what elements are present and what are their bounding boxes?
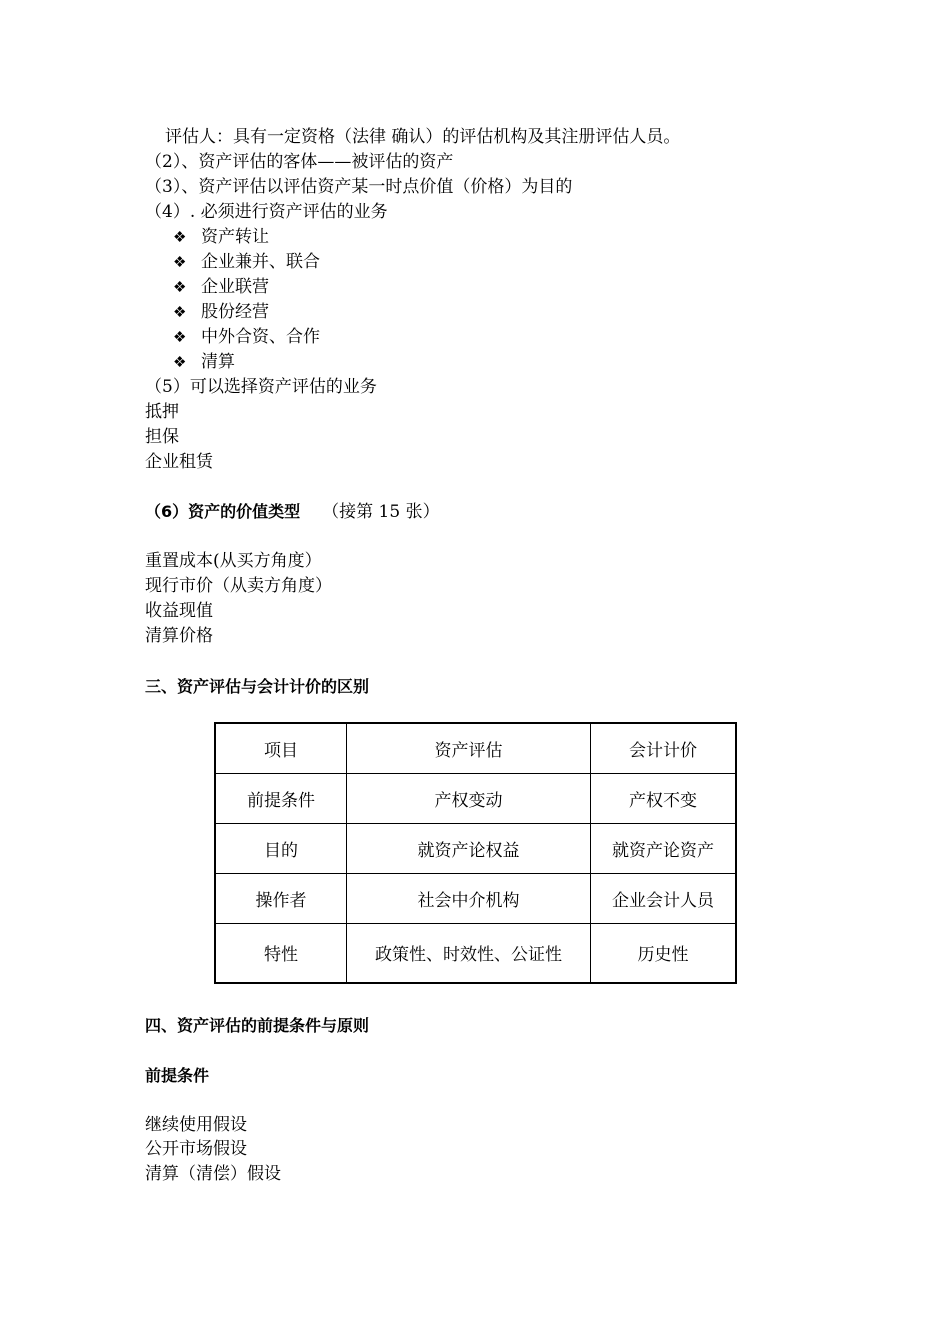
list-item: 重置成本(从买方角度） xyxy=(145,551,322,571)
list-item: 担保 xyxy=(145,427,179,447)
list-item: 企业租赁 xyxy=(145,452,213,472)
section-6-title: （6）资产的价值类型 xyxy=(145,502,301,521)
premise-heading: 前提条件 xyxy=(145,1066,210,1085)
diamond-bullet-icon: ❖ xyxy=(173,228,187,246)
list-item: 继续使用假设 xyxy=(145,1115,247,1135)
list-item: ❖ 清算 xyxy=(173,350,235,375)
table-row xyxy=(215,773,736,823)
table-header-cell: 项目 xyxy=(215,723,347,773)
table-header-row xyxy=(215,723,736,773)
table-cell: 目的 xyxy=(215,823,347,873)
table-cell: 历史性 xyxy=(591,923,737,983)
list-item: 清算价格 xyxy=(145,626,213,646)
section-6-heading xyxy=(145,499,440,525)
diamond-bullet-icon: ❖ xyxy=(173,278,187,296)
diamond-bullet-icon: ❖ xyxy=(173,353,187,371)
table-cell: 特性 xyxy=(215,923,347,983)
table-cell: 产权不变 xyxy=(591,773,737,823)
list-item: ❖ 资产转让 xyxy=(173,225,269,250)
table-header-cell: 资产评估 xyxy=(347,723,591,773)
section-4-heading: 四、资产评估的前提条件与原则 xyxy=(145,1016,370,1035)
diamond-bullet-icon: ❖ xyxy=(173,328,187,346)
section-6-note: （接第 15 张） xyxy=(322,502,440,522)
list-item: 公开市场假设 xyxy=(145,1139,247,1159)
table-row xyxy=(215,823,736,873)
table-cell: 社会中介机构 xyxy=(347,873,591,923)
list-item: ❖ 企业兼并、联合 xyxy=(173,250,320,275)
table-cell: 政策性、时效性、公证性 xyxy=(347,923,591,983)
table-cell: 产权变动 xyxy=(347,773,591,823)
section-3-heading: 三、资产评估与会计计价的区别 xyxy=(145,677,370,696)
table-cell: 前提条件 xyxy=(215,773,347,823)
evaluator-definition: 评估人：具有一定资格（法律 确认）的评估机构及其注册评估人员。 xyxy=(165,127,681,147)
list-item: ❖ 企业联营 xyxy=(173,275,269,300)
table-cell: 就资产论权益 xyxy=(347,823,591,873)
table-row xyxy=(215,873,736,923)
list-item: 抵押 xyxy=(145,402,179,422)
diamond-bullet-icon: ❖ xyxy=(173,303,187,321)
item-5: （5）可以选择资产评估的业务 xyxy=(145,377,377,397)
list-item: ❖ 股份经营 xyxy=(173,300,269,325)
comparison-table xyxy=(214,722,737,984)
item-4: （4）. 必须进行资产评估的业务 xyxy=(145,202,388,222)
list-item: 清算（清偿）假设 xyxy=(145,1164,281,1184)
item-2: （2）、资产评估的客体——被评估的资产 xyxy=(145,152,454,172)
table-cell: 企业会计人员 xyxy=(591,873,737,923)
table-cell: 就资产论资产 xyxy=(591,823,737,873)
list-item: 收益现值 xyxy=(145,601,213,621)
item-3: （3）、资产评估以评估资产某一时点价值（价格）为目的 xyxy=(145,177,573,197)
list-item: ❖ 中外合资、合作 xyxy=(173,325,320,350)
list-item: 现行市价（从卖方角度） xyxy=(145,576,332,596)
diamond-bullet-icon: ❖ xyxy=(173,253,187,271)
table-row xyxy=(215,923,736,983)
table-cell: 操作者 xyxy=(215,873,347,923)
table-header-cell: 会计计价 xyxy=(591,723,737,773)
